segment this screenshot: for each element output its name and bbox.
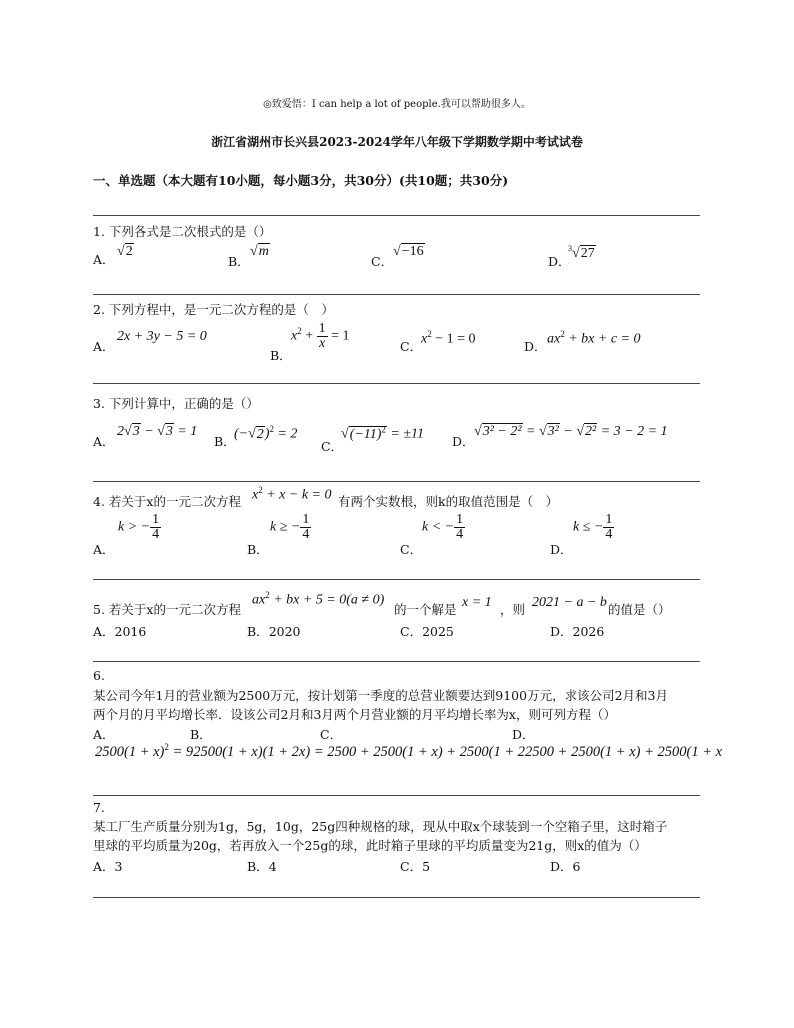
question-4-stem-end: 有两个实数根，则k的取值范围是（ ） xyxy=(338,494,559,509)
option-math: $ax^2$ + bx + c = 0 xyxy=(547,329,641,347)
option-label: D． xyxy=(452,434,475,449)
divider xyxy=(93,481,700,482)
option-label: C． xyxy=(400,339,423,354)
question-5-stem-mid2: ，则 xyxy=(500,602,526,617)
option-math: 2√3 − √3 = 1 xyxy=(117,424,198,439)
divider xyxy=(93,383,700,384)
question-5-stem: 5. 若关于x的一元二次方程 xyxy=(93,602,241,617)
option-math: $x^2$ + $\frac{1}{x}$ = 1 xyxy=(291,321,350,351)
option-label: D．6 xyxy=(550,859,581,874)
question-7-line-2: 里球的平均质量为20g，若再放入一个25g的球，此时箱子里球的平均质量变为21g，则x的值为（） xyxy=(93,838,647,853)
motto: ◎致爱悟：I can help a lot of people.我可以帮助很多人。 xyxy=(263,99,531,110)
option-label: D． xyxy=(550,542,573,557)
question-7-number: 7. xyxy=(93,800,105,815)
section-heading: 一、单选题（本大题有10小题，每小题3分，共30分）(共10题；共30分) xyxy=(93,173,509,188)
option-label: B．4 xyxy=(247,859,277,874)
question-1-stem: 1. 下列各式是二次根式的是（） xyxy=(93,224,272,239)
stem-math: $ax^2$ + bx + 5 = 0(a ≠ 0) xyxy=(252,590,385,608)
divider xyxy=(93,661,700,662)
option-math: $(-√2)^2 = 2$ xyxy=(234,424,298,442)
question-5-stem-end: 的值是（） xyxy=(608,602,671,617)
option-label: C． xyxy=(400,542,423,557)
question-6-line-1: 某公司今年1月的营业额为2500万元，按计划第一季度的总营业额要达到9100万元，求该公司2月和3月 xyxy=(93,688,668,703)
option-math: k > − $\frac{1}{4}$ xyxy=(118,512,160,542)
option-label: D．2026 xyxy=(550,624,605,639)
option-math: $^3$√27 xyxy=(568,244,595,261)
option-label: A． xyxy=(93,727,115,742)
option-label: A． xyxy=(93,542,115,557)
option-math: √2 xyxy=(117,244,133,259)
option-math: 2x + 3y − 5 = 0 xyxy=(117,329,207,344)
option-label: B．2020 xyxy=(247,624,301,639)
exam-title: 浙江省湖州市长兴县2023-2024学年八年级下学期数学期中考试试卷 xyxy=(211,135,583,149)
option-label: B． xyxy=(228,254,250,269)
divider xyxy=(93,795,700,796)
divider xyxy=(93,215,700,216)
option-math: √−16 xyxy=(393,244,424,259)
option-label: D． xyxy=(524,339,547,354)
question-7-line-1: 某工厂生产质量分别为1g，5g，10g，25g四种规格的球，现从中取x个球装到一个空箱子里，这时箱子 xyxy=(93,819,668,834)
option-label: B． xyxy=(270,348,292,363)
option-label: A． xyxy=(93,252,115,267)
option-math: k ≤ − $\frac{1}{4}$ xyxy=(573,512,613,542)
stem-math: x = 1 xyxy=(462,595,492,610)
option-label: B． xyxy=(190,727,212,742)
stem-math: 2021 − a − b xyxy=(532,595,607,610)
option-label: A．2016 xyxy=(93,624,147,639)
option-label: B． xyxy=(247,542,269,557)
option-math: k < − $\frac{1}{4}$ xyxy=(422,512,464,542)
divider xyxy=(93,897,700,898)
option-label: C．5 xyxy=(400,859,431,874)
option-label: A．3 xyxy=(93,859,123,874)
option-label: A． xyxy=(93,339,115,354)
option-math: √m xyxy=(250,244,269,259)
question-4-stem: 4. 若关于x的一元二次方程 xyxy=(93,494,241,509)
option-math: $x^2 - 1 = 0$ xyxy=(421,329,476,347)
option-math: k ≥ − $\frac{1}{4}$ xyxy=(270,512,310,542)
option-math: $√(-11)^2 = \pm 11$ xyxy=(341,424,425,442)
stem-math: $x^2 + x - k = 0$ xyxy=(252,485,332,503)
option-label: A． xyxy=(93,434,115,449)
divider xyxy=(93,579,700,580)
option-label: B． xyxy=(214,434,236,449)
option-label: C．2025 xyxy=(400,624,454,639)
option-label: C． xyxy=(371,254,394,269)
question-2-stem: 2. 下列方程中，是一元二次方程的是（ ） xyxy=(93,302,334,317)
question-6-equations: $2500(1 + x)^2 = 92500(1 + x)(1 + 2x) = 2500 + 2500(1 + x) + 2500(1 + 22500 + 2500(1 + x) + 2500(1 + x$ xyxy=(95,742,723,760)
option-label: D． xyxy=(512,727,535,742)
option-label: D． xyxy=(548,254,571,269)
option-label: C． xyxy=(320,727,343,742)
option-label: C． xyxy=(321,439,344,454)
question-3-stem: 3. 下列计算中，正确的是（） xyxy=(93,396,259,411)
question-5-stem-mid: 的一个解是 xyxy=(394,602,457,617)
divider xyxy=(93,294,700,295)
option-math: √3² − 2² = √3² − √2² = 3 − 2 = 1 xyxy=(474,424,668,439)
question-6-number: 6. xyxy=(93,668,105,683)
question-6-line-2: 两个月的月平均增长率．设该公司2月和3月两个月营业额的月平均增长率为x，则可列方程（） xyxy=(93,707,616,722)
